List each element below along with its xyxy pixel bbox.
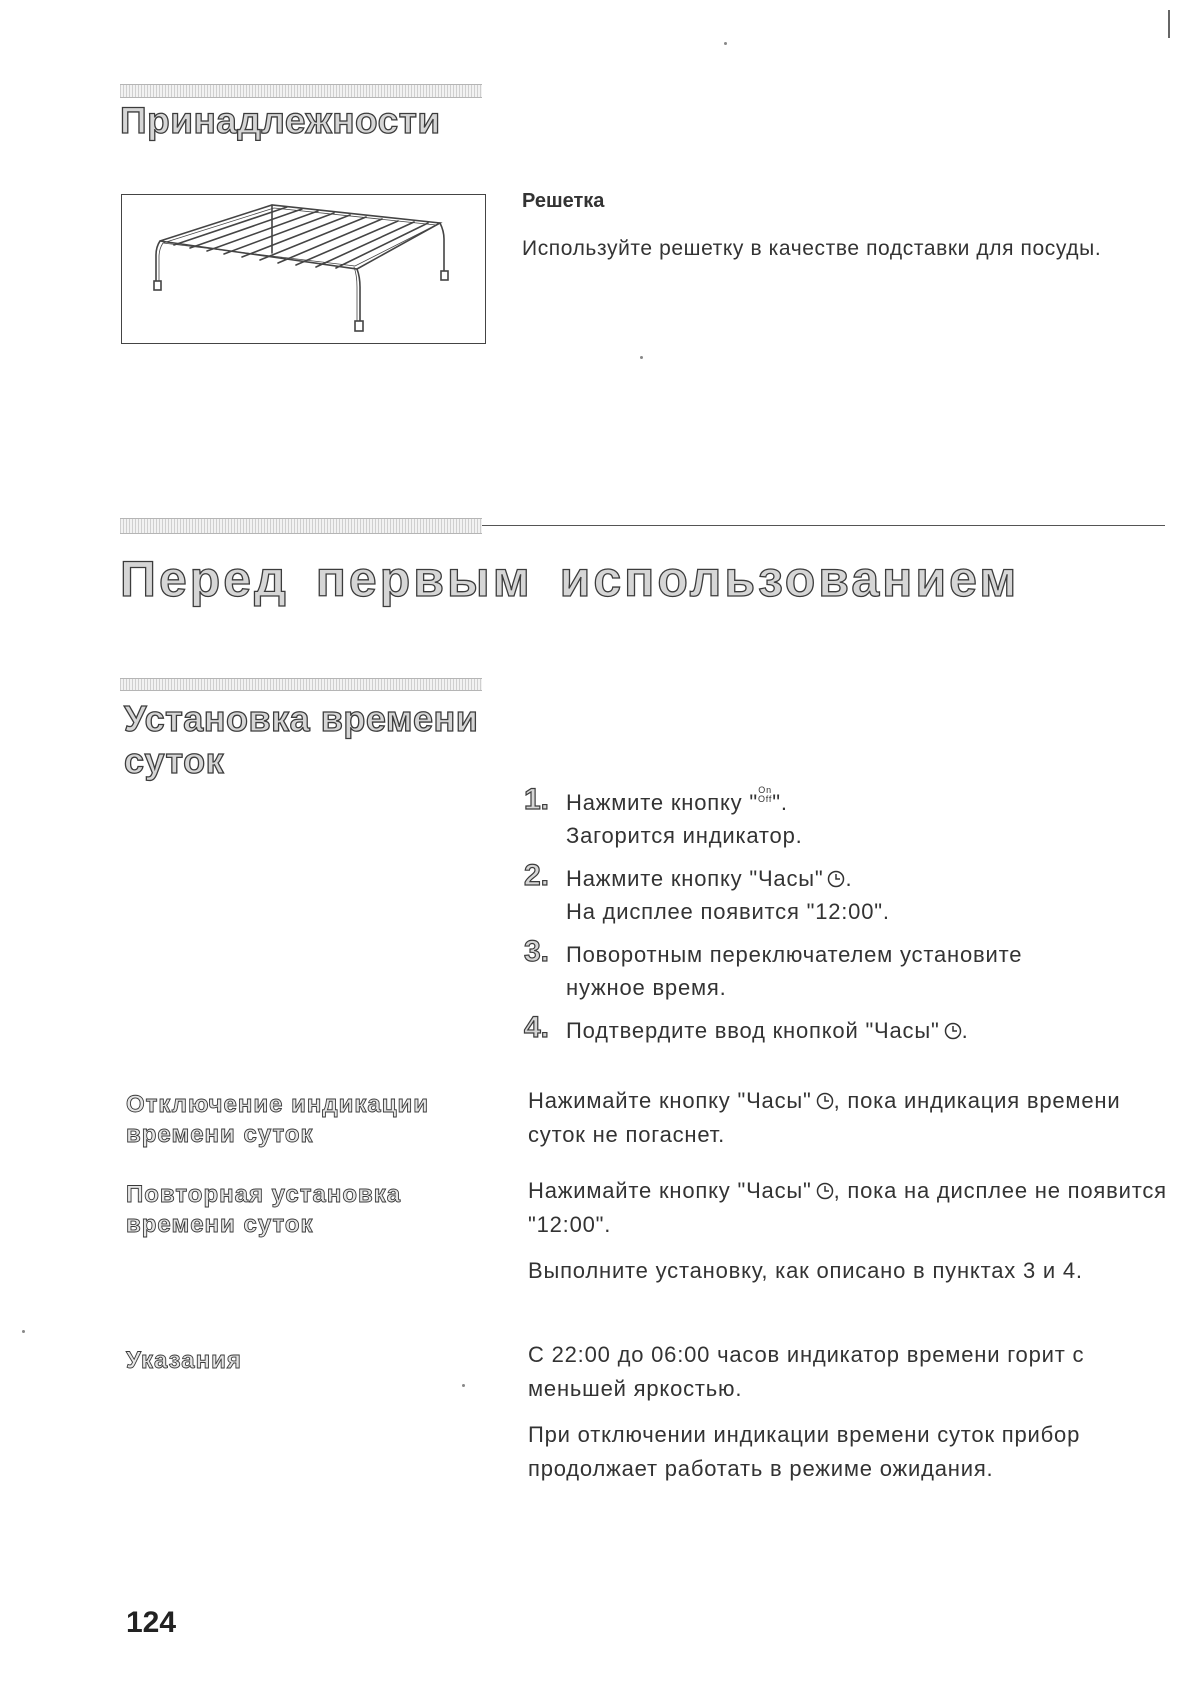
section-divider-accessories — [120, 84, 482, 98]
clock-icon — [944, 1022, 962, 1040]
rack-description: Используйте решетку в качестве подставки для посуды. — [522, 237, 1102, 260]
main-heading: Перед первым использованием — [120, 551, 1020, 607]
step-2-line-2: На дисплее появится "12:00". — [566, 899, 890, 924]
step-1-line-2: Загорится индикатор. — [566, 823, 803, 848]
step-1 — [524, 783, 1124, 852]
scan-speck — [22, 1330, 25, 1333]
step-3 — [524, 935, 1124, 1004]
accessories-heading: Принадлежности — [120, 100, 441, 141]
step-2-line-1: Нажмите кнопку "Часы" . — [566, 866, 853, 891]
scan-speck — [640, 356, 643, 359]
step-3-line-1: Поворотным переключателем установите — [566, 942, 1023, 967]
rack-illustration — [121, 194, 486, 344]
page-number: 124 — [126, 1606, 177, 1639]
reset-label: Повторная установка времени суток — [126, 1181, 402, 1238]
section-divider-main — [120, 518, 482, 534]
scan-corner-mark — [1168, 10, 1170, 38]
rack-icon — [122, 195, 485, 343]
step-number: 1. — [524, 783, 550, 816]
reset-text-1: Нажимайте кнопку "Часы" , пока на дисплее не появится "12:00". — [528, 1178, 1167, 1237]
clock-icon — [816, 1182, 834, 1200]
rack-title: Решетка — [522, 190, 605, 212]
scan-speck — [462, 1384, 465, 1387]
display-off-text: Нажимайте кнопку "Часы" , пока индикация времени суток не погаснет. — [528, 1088, 1121, 1147]
clock-setup-steps — [524, 783, 1124, 1057]
step-number: 2. — [524, 859, 550, 892]
scan-speck — [724, 42, 727, 45]
step-3-line-2: нужное время. — [566, 975, 727, 1000]
notes-text-1: С 22:00 до 06:00 часов индикатор времени горит с меньшей яркостью. — [528, 1342, 1085, 1401]
clock-icon — [816, 1092, 834, 1110]
step-number: 4. — [524, 1011, 550, 1044]
display-off-label: Отключение индикации времени суток — [126, 1091, 429, 1148]
horizontal-rule — [482, 525, 1165, 526]
on-off-icon: On Off — [757, 785, 773, 804]
notes-label: Указания — [126, 1347, 242, 1374]
clock-icon — [827, 870, 845, 888]
step-4-line-1: Подтвердите ввод кнопкой "Часы" . — [566, 1018, 969, 1043]
step-1-line-1: Нажмите кнопку "On Off". — [566, 785, 788, 815]
reset-text-2: Выполните установку, как описано в пунктах 3 и 4. — [528, 1258, 1083, 1283]
clock-setup-heading: Установка времени суток — [124, 698, 479, 781]
step-number: 3. — [524, 935, 550, 968]
step-2 — [524, 859, 1124, 928]
step-4 — [524, 1011, 1124, 1047]
notes-text-2: При отключении индикации времени суток прибор продолжает работать в режиме ожидания. — [528, 1422, 1081, 1481]
section-divider-clock — [120, 678, 482, 691]
